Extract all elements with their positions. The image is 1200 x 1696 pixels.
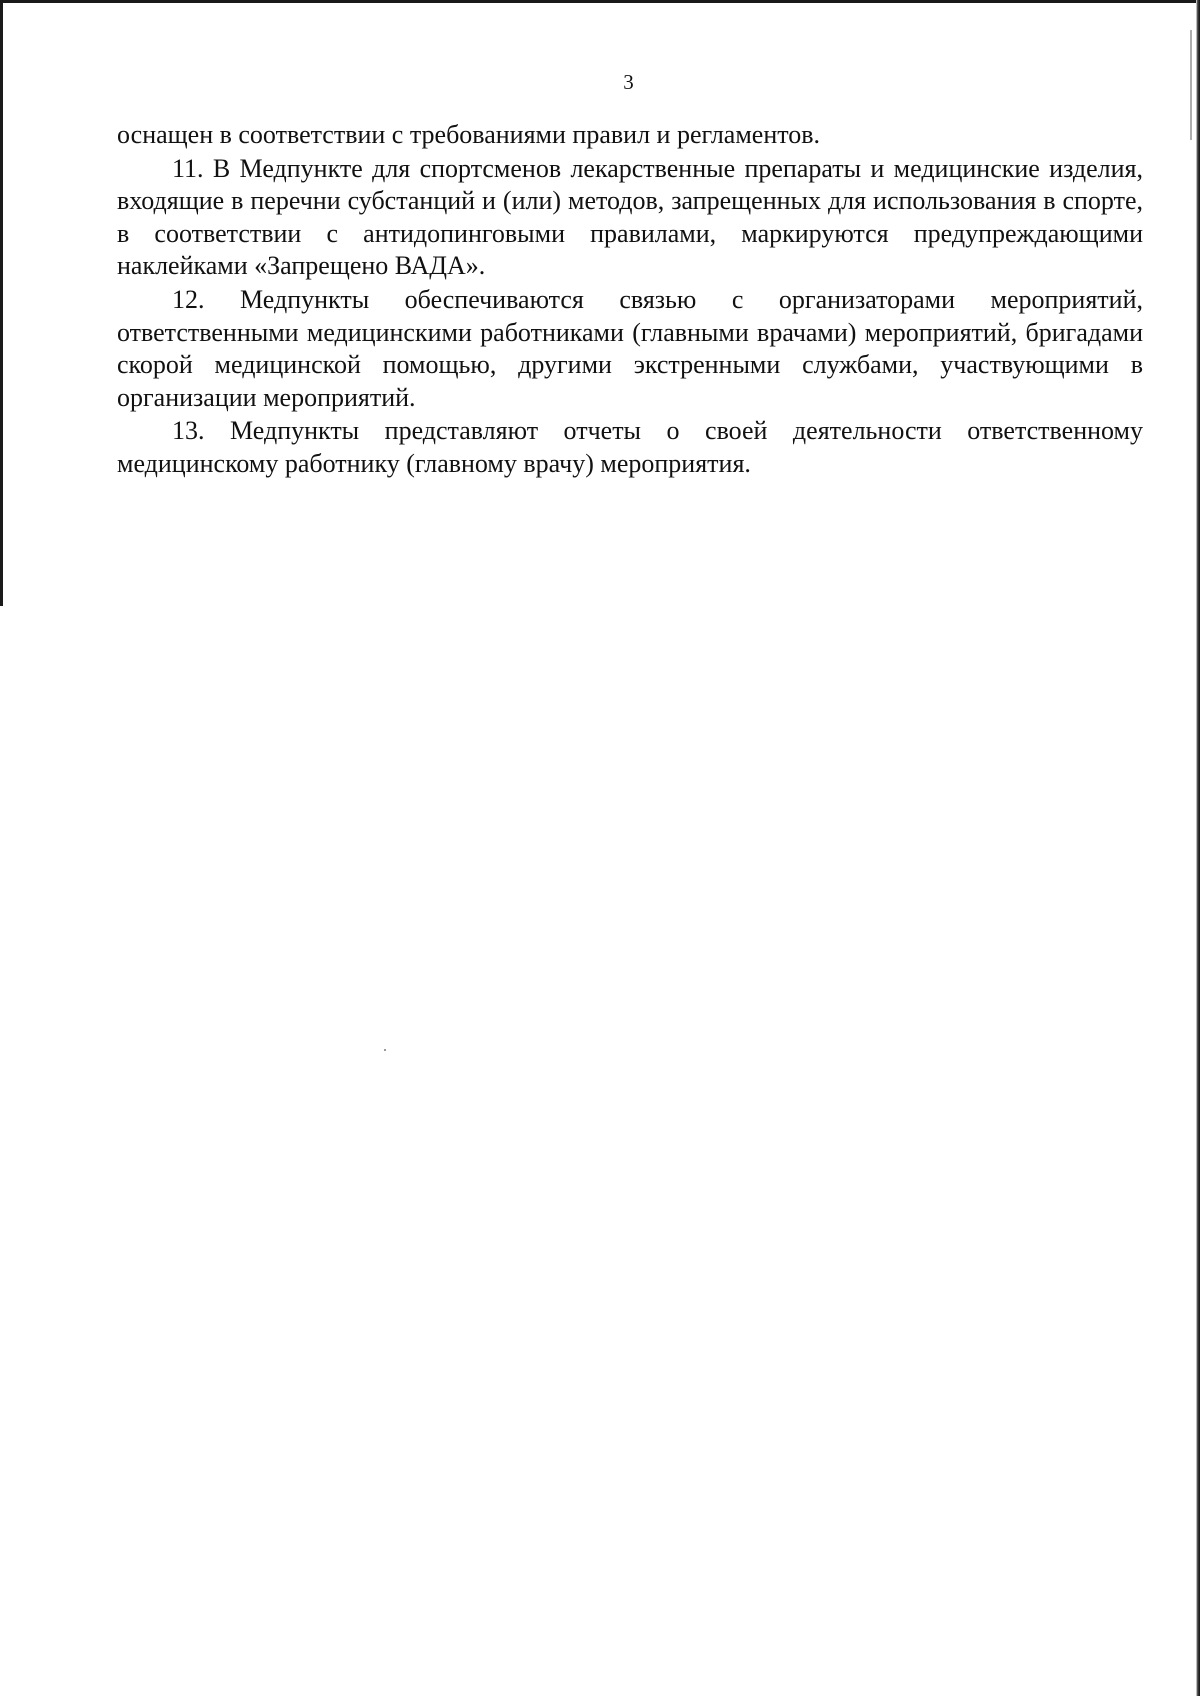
paragraph-item-11: 11. В Медпункте для спортсменов лекарственные препараты и медицинские изделия, входящие в перечни субстанций и (или) методов, запрещенных для использования в спорте, в соответствии с антидопинговыми правилами, маркируются предупреждающими наклейками «Запрещено ВАДА». [117,153,1143,281]
page-number: 3 [623,70,634,94]
paragraph-item-13: 13. Медпункты представляют отчеты о своей деятельности ответственному медицинскому работнику (главному врачу) мероприятия. [117,416,1143,478]
scan-edge-right [1196,0,1200,1696]
scan-dot [384,1049,386,1051]
paragraph-item-12: 12. Медпункты обеспечиваются связью с организаторами мероприятий, ответственными медицинскими работниками (главными врачами) мероприятий, бригадами скорой медицинской помощью, другими экстренными службами, участвующими в организации мероприятий. [117,284,1143,412]
scan-edge-top [0,0,1200,3]
paragraph-continuation: оснащен в соответствии с требованиями правил и регламентов. [117,120,821,149]
document-body [117,119,1143,481]
